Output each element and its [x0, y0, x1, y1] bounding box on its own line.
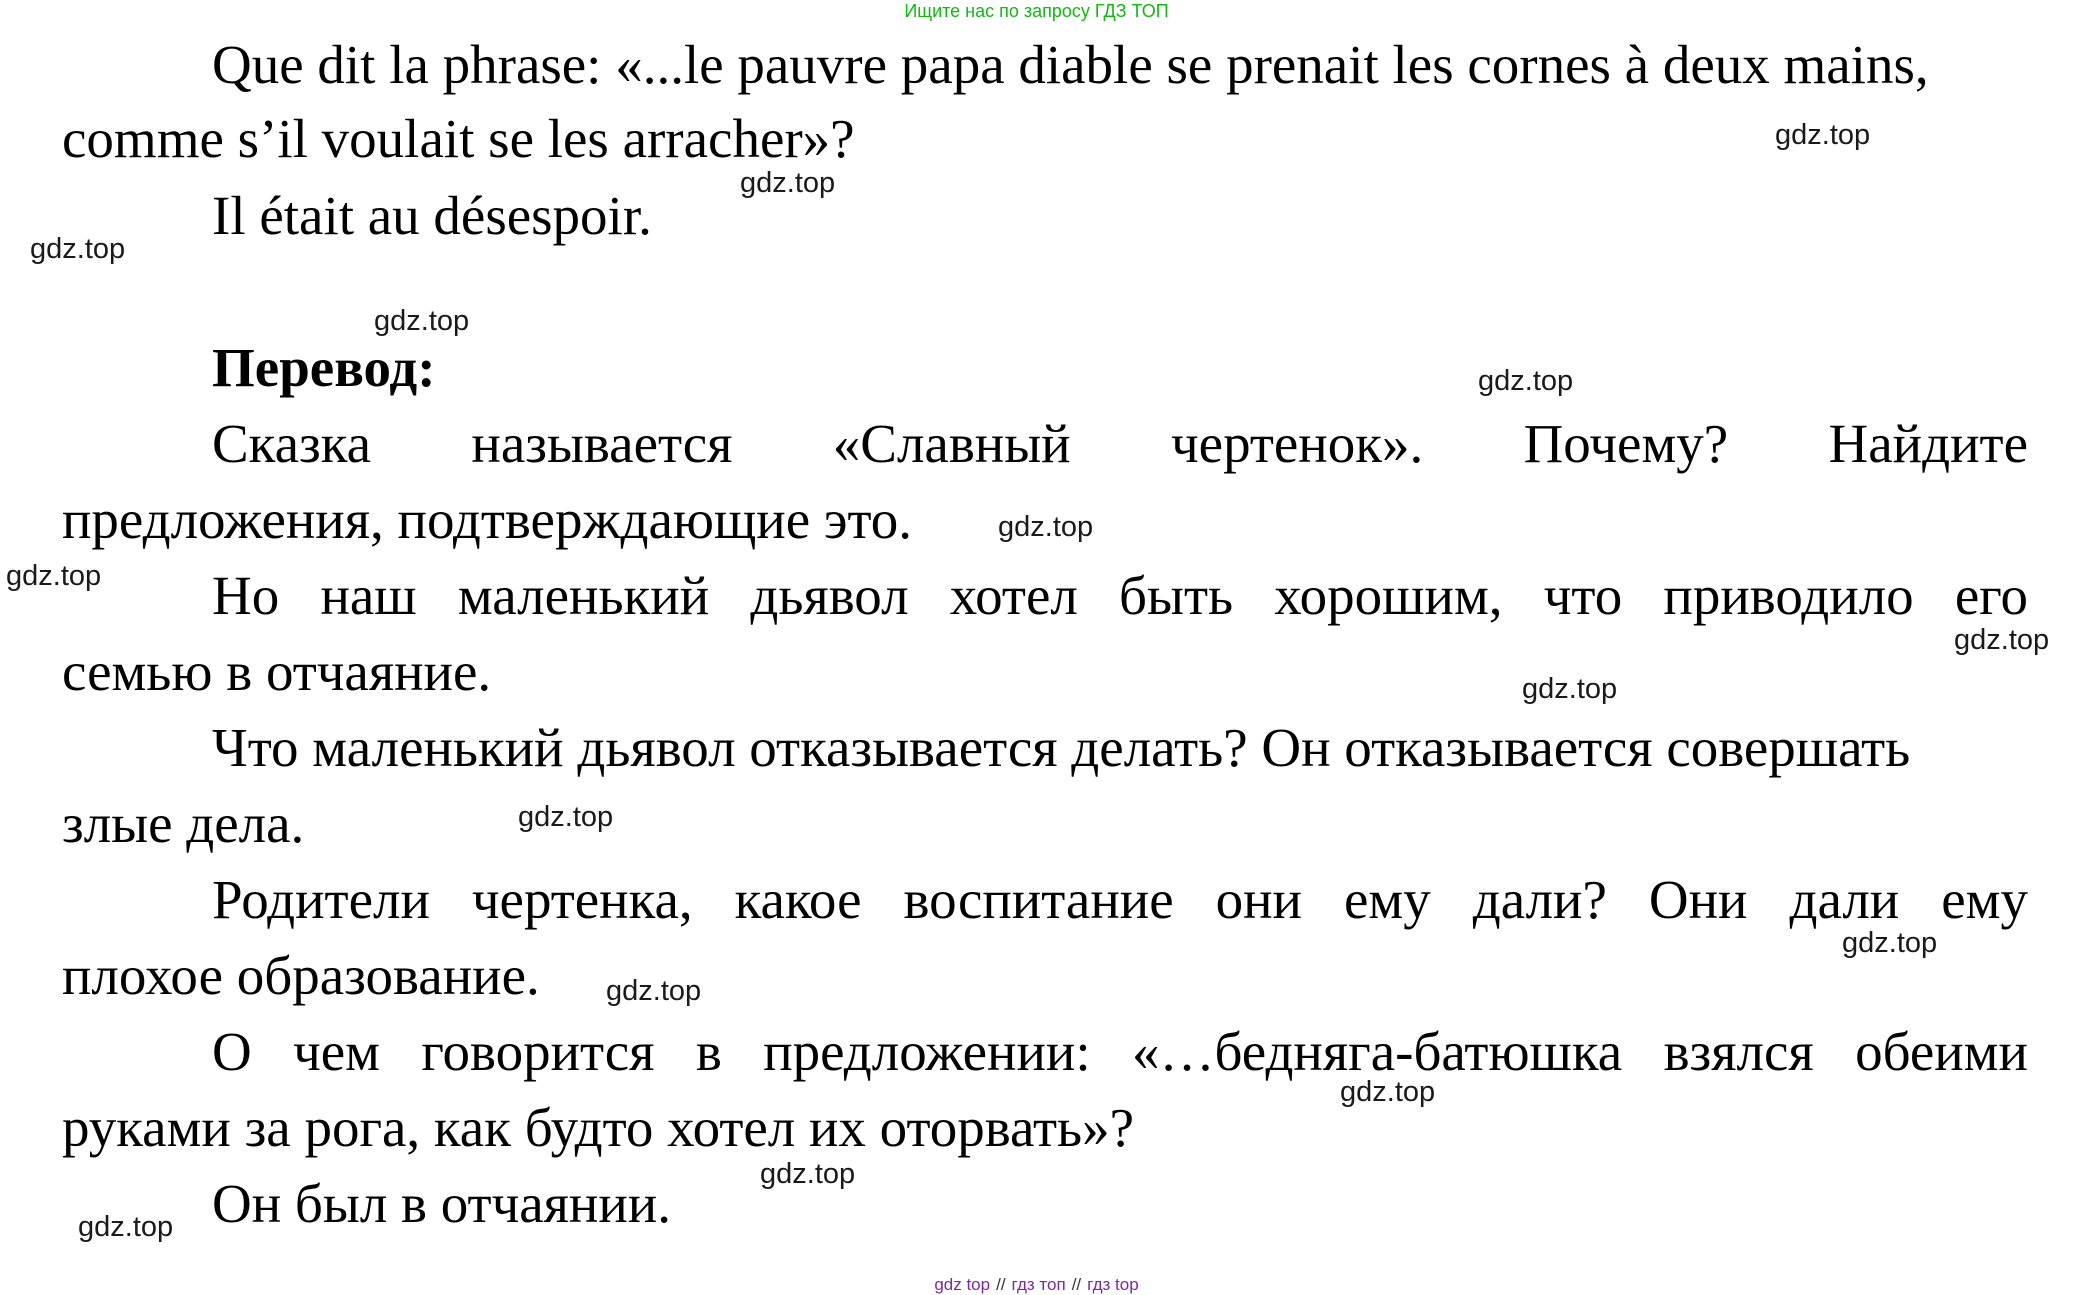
footer-link-2[interactable]: гдз топ: [1011, 1275, 1066, 1294]
word: быть: [1119, 565, 1234, 626]
word: приводило: [1663, 565, 1914, 626]
translation-p3-line-1: Что маленький дьявол отказывается делать? Он отказывается совершать: [212, 717, 1911, 778]
watermark: gdz.top: [6, 560, 102, 592]
translation-heading: Перевод:: [212, 337, 436, 398]
watermark: gdz.top: [1340, 1076, 1436, 1108]
french-question-line-2: comme s’il voulait se les arracher»?: [62, 108, 855, 169]
translation-p1-line-2: предложения, подтверждающие это.: [62, 489, 913, 550]
watermark: gdz.top: [1842, 927, 1938, 959]
word: Найдите: [1828, 413, 2028, 474]
translation-p1-line-1: [212, 413, 2028, 475]
footer: [0, 1275, 2073, 1295]
footer-link-1[interactable]: gdz top: [934, 1275, 991, 1294]
translation-p6: Он был в отчаянии.: [212, 1173, 671, 1234]
footer-separator: //: [996, 1275, 1006, 1294]
word: хотел: [949, 565, 1078, 626]
search-banner: Ищите нас по запросу ГДЗ ТОП: [904, 1, 1169, 21]
word: дали?: [1472, 869, 1607, 930]
word: «Славный: [832, 413, 1071, 474]
watermark: gdz.top: [78, 1211, 174, 1243]
word: Почему?: [1523, 413, 1729, 474]
word: ему: [1941, 869, 2028, 930]
translation-p3-line-2: злые дела.: [62, 793, 305, 854]
watermark: gdz.top: [30, 233, 126, 265]
watermark: gdz.top: [606, 975, 702, 1007]
word: хорошим,: [1274, 565, 1503, 626]
word: чертенка,: [471, 869, 693, 930]
word: Но: [212, 565, 280, 626]
word: называется: [471, 413, 733, 474]
french-question-line-1: Que dit la phrase: «...le pauvre papa diable se prenait les cornes à deux mains,: [212, 34, 1929, 95]
translation-p2-line-2: семью в отчаяние.: [62, 641, 492, 702]
word: какое: [734, 869, 862, 930]
word: Родители: [212, 869, 430, 930]
french-answer: Il était au désespoir.: [212, 185, 652, 246]
watermark: gdz.top: [760, 1158, 856, 1190]
watermark: gdz.top: [740, 167, 836, 199]
watermark: gdz.top: [998, 511, 1094, 543]
word: Сказка: [212, 413, 372, 474]
word: его: [1954, 565, 2028, 626]
word: предложении:: [763, 1021, 1091, 1082]
word: наш: [320, 565, 417, 626]
translation-p5-line-1: [212, 1021, 2028, 1083]
translation-p4-line-2: плохое образование.: [62, 945, 540, 1006]
watermark: gdz.top: [1522, 673, 1618, 705]
word: «…бедняга-батюшка: [1132, 1021, 1623, 1082]
word: говорится: [421, 1021, 655, 1082]
word: О: [212, 1021, 252, 1082]
word: чем: [293, 1021, 380, 1082]
word: дали: [1789, 869, 1900, 930]
word: маленький: [457, 565, 710, 626]
watermark: gdz.top: [1775, 119, 1871, 151]
word: что: [1543, 565, 1623, 626]
word: они: [1215, 869, 1302, 930]
footer-separator: //: [1071, 1275, 1082, 1294]
word: дьявол: [750, 565, 909, 626]
watermark: gdz.top: [1954, 624, 2050, 656]
translation-p4-line-1: [212, 869, 2028, 931]
word: чертенок».: [1171, 413, 1424, 474]
footer-link-3[interactable]: гдз top: [1087, 1275, 1139, 1294]
translation-p5-line-2: руками за рога, как будто хотел их оторвать»?: [62, 1097, 1135, 1158]
watermark: gdz.top: [1478, 365, 1574, 397]
word: в: [695, 1021, 722, 1082]
watermark: gdz.top: [518, 801, 614, 833]
watermark: gdz.top: [374, 305, 470, 337]
word: взялся: [1663, 1021, 1814, 1082]
word: воспитание: [903, 869, 1174, 930]
translation-p2-line-1: [212, 565, 2028, 627]
word: ему: [1344, 869, 1431, 930]
word: обеими: [1855, 1021, 2028, 1082]
word: Они: [1648, 869, 1748, 930]
